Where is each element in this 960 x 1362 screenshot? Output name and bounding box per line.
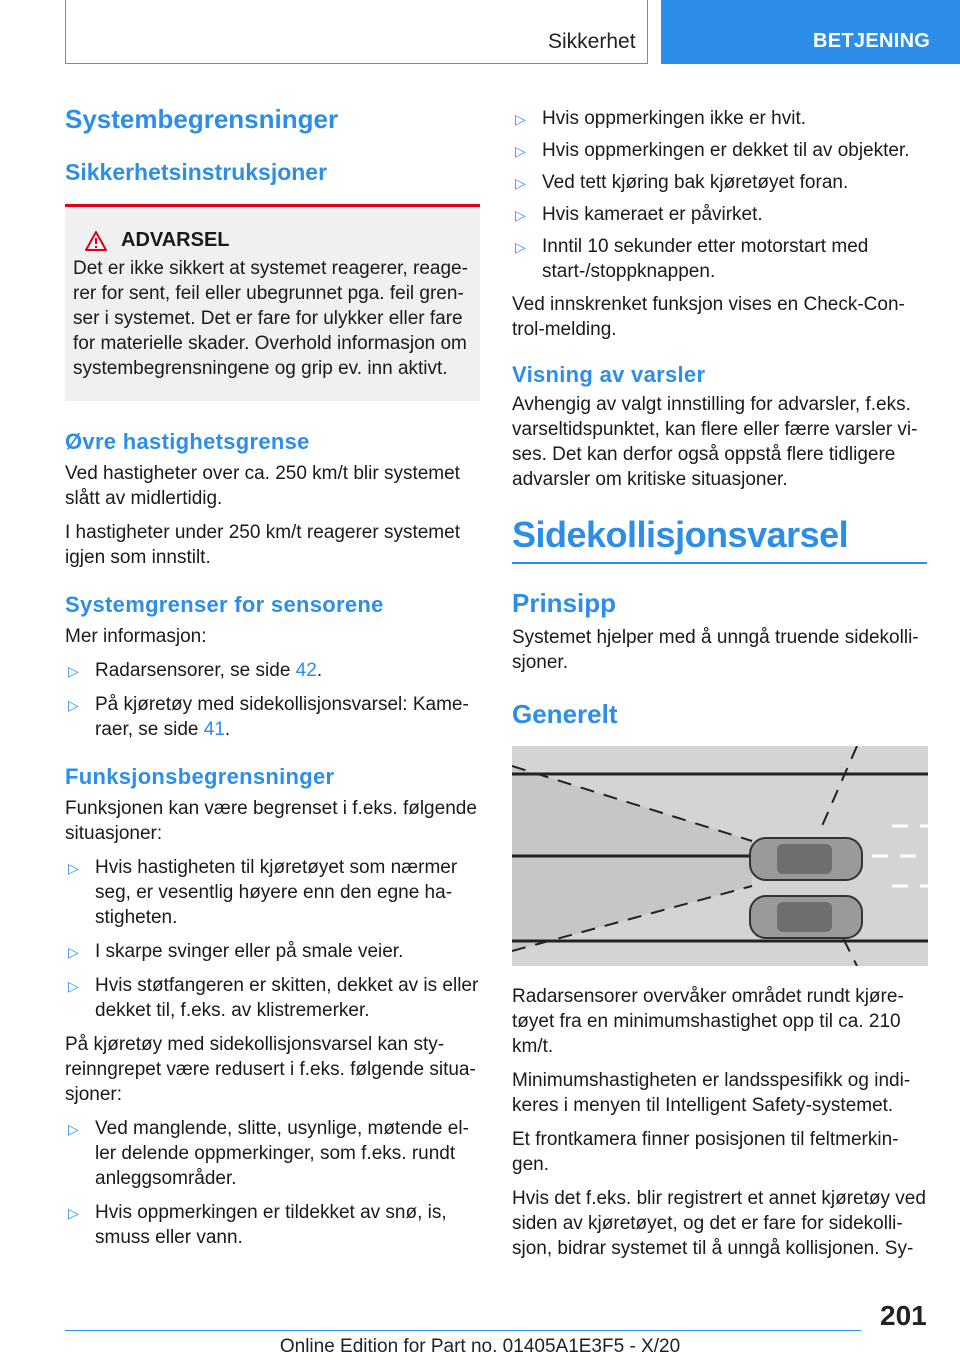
list-item: ▷ Hvis oppmerkingen ikke er hvit. <box>512 106 927 131</box>
sensors-bullet-radar: ▷ Radarsensorer, se side 42. <box>65 658 480 683</box>
warning-text: Det er ikke sikkert at systemet reagerer, reagerer for sent, feil eller ubegrunnet pga. feil grenser i systemet. Det er fare for ulykker eller fare for materielle skader. Overhold informasjon om systembegrensningene og grip ev. inn aktivt. <box>73 258 468 379</box>
list-item: ▷ Ved manglende, slitte, usynlige, møtende eller delende oppmerkinger, som f.eks. rundt anleggsområder. <box>65 1116 480 1191</box>
page-link-41[interactable]: 41 <box>203 719 225 740</box>
general-text-4: Hvis det f.eks. blir registrert et annet kjøretøy ved siden av kjøretøyet, og det er fare for sidekollisjon, bidrar systemet til å unngå kollisjonen. Sy- <box>512 1188 926 1259</box>
edition-text: Online Edition for Part no. 01405A1E3F5 - X/20 <box>279 1336 681 1357</box>
display-text: Avhengig av valgt innstilling for advarsler, f.eks. varseltidspunktet, kan flere eller færre varsler vises. Det kan derfor også oppstå flere tidligere advarsler om kritiske situasjoner. <box>512 394 918 490</box>
header-section: Sikkerhet <box>548 30 636 53</box>
road-diagram <box>512 746 928 966</box>
warning-title <box>73 229 472 252</box>
page-link-42[interactable]: 42 <box>295 660 317 681</box>
speed-text-2: I hastigheter under 250 km/t reagerer systemet igjen som innstilt. <box>65 522 460 568</box>
principle-heading: Prinsipp <box>512 588 617 618</box>
left-column <box>65 100 480 1250</box>
speed-heading: Øvre hastighetsgrense <box>65 429 310 454</box>
list-item: ▷ I skarpe svinger eller på smale veier. <box>65 939 480 964</box>
list-item: ▷ Hvis oppmerkingen er tildekket av snø, is, smuss eller vann. <box>65 1200 480 1250</box>
car-bottom <box>750 896 862 938</box>
general-heading: Generelt <box>512 699 618 729</box>
warning-triangle-icon <box>85 231 107 251</box>
section-subtitle: Sikkerhetsinstruksjoner <box>65 159 328 185</box>
principle-text: Systemet hjelper med å unngå truende sidekollisjoner. <box>512 627 919 673</box>
right-column <box>512 100 927 1261</box>
speed-text-1: Ved hastigheter over ca. 250 km/t blir systemet slått av midlertidig. <box>65 463 460 509</box>
header-tab-label: BETJENING <box>813 30 931 52</box>
road-illustration <box>512 746 928 966</box>
limits-intro: Funksjonen kan være begrenset i f.eks. følgende situasjoner: <box>65 798 477 844</box>
list-item: ▷ Hvis kameraet er påvirket. <box>512 202 927 227</box>
header-tab[interactable] <box>661 0 960 64</box>
sensors-bullet-camera: ▷ På kjøretøy med sidekollisjonsvarsel: Kameraer, se side 41. <box>65 692 480 742</box>
heading-rule <box>512 562 927 564</box>
steering-text: På kjøretøy med sidekollisjonsvarsel kan styreinngrepet være redusert i f.eks. følgende situasjoner: <box>65 1034 476 1105</box>
sensors-intro: Mer informasjon: <box>65 626 207 647</box>
footer-rule <box>65 1330 861 1331</box>
warning-label: ADVARSEL <box>121 229 230 251</box>
general-text-1: Radarsensorer overvåker området rundt kjøretøyet fra en minimumshastighet opp til ca. 210 km/t. <box>512 986 904 1057</box>
general-text-3: Et frontkamera finner posisjonen til feltmerkingen. <box>512 1129 899 1175</box>
check-control-text: Ved innskrenket funksjon vises en Check-Control-melding. <box>512 294 905 340</box>
limits-heading: Funksjonsbegrensninger <box>65 764 335 789</box>
general-text-2: Minimumshastigheten er landsspesifikk og indikeres i menyen til Intelligent Safety-systemet. <box>512 1070 911 1116</box>
display-heading: Visning av varsler <box>512 362 706 387</box>
list-item: ▷ Hvis støtfangeren er skitten, dekket av is eller dekket til, f.eks. av klistremerker. <box>65 973 480 1023</box>
main-heading: Sidekollisjonsvarsel <box>512 514 849 555</box>
sensors-heading: Systemgrenser for sensorene <box>65 592 384 617</box>
car-top <box>750 838 862 880</box>
list-item: ▷ Inntil 10 sekunder etter motorstart med start-/stoppknappen. <box>512 234 927 284</box>
page-title: Systembegrensninger <box>65 104 339 134</box>
list-item: ▷ Hvis hastigheten til kjøretøyet som nærmer seg, er vesentlig høyere enn den egne hastigheten. <box>65 855 480 930</box>
list-item: ▷ Ved tett kjøring bak kjøretøyet foran. <box>512 170 927 195</box>
page-number: 201 <box>880 1300 927 1331</box>
warning-box <box>65 204 480 401</box>
list-item: ▷ Hvis oppmerkingen er dekket til av objekter. <box>512 138 927 163</box>
